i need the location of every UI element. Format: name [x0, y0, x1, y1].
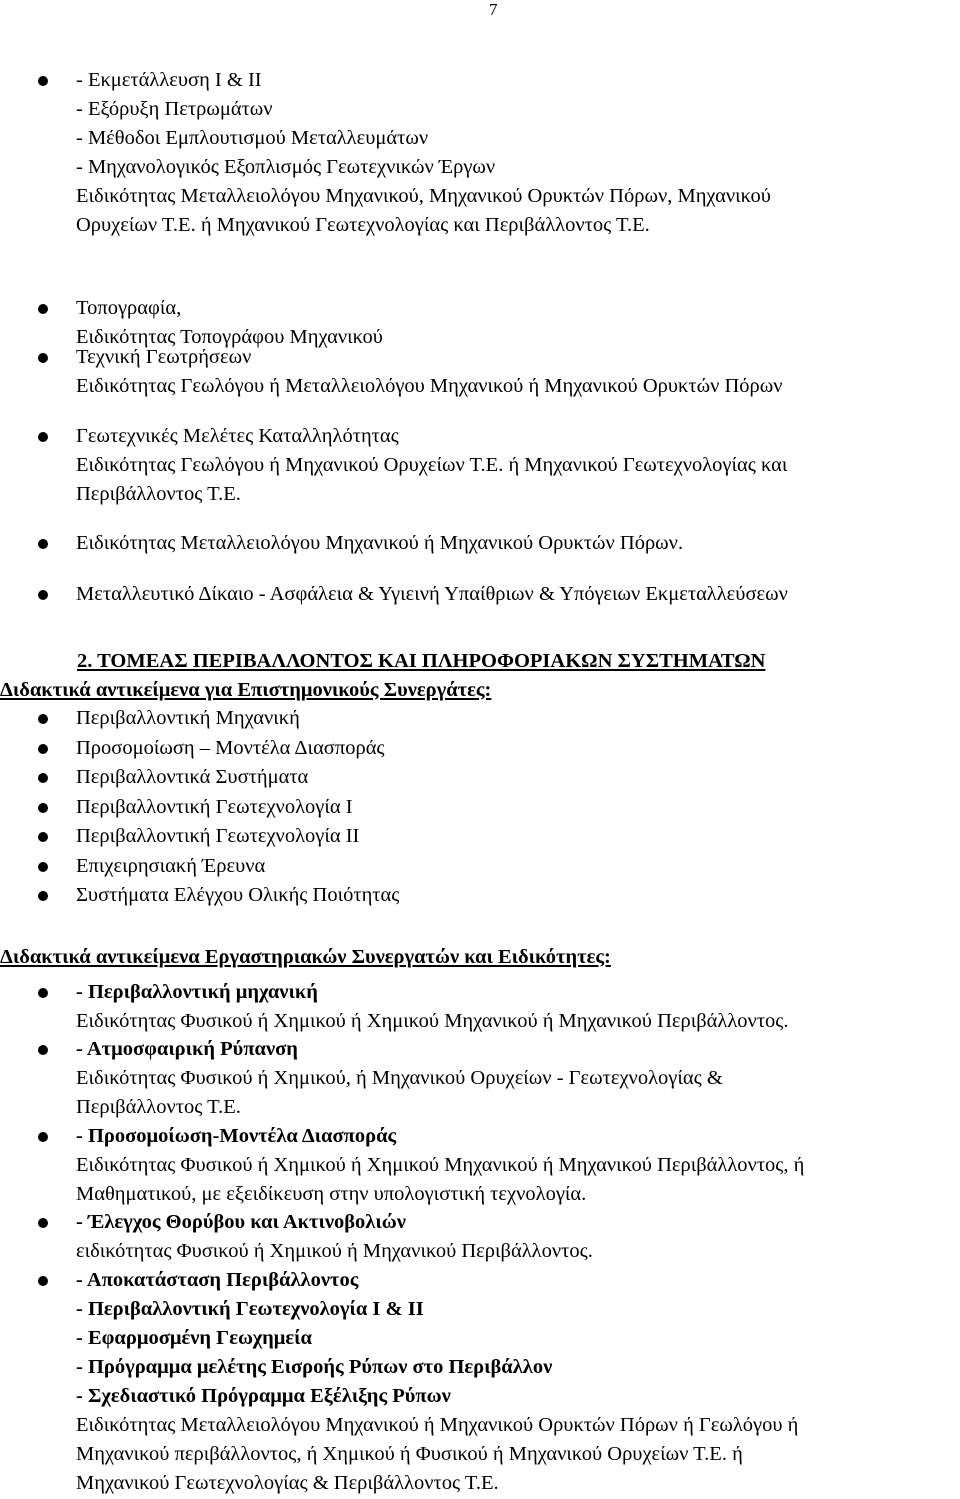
list-item-line: Ειδικότητας Γεωλόγου ή Μηχανικού Ορυχείων Τ.Ε. ή Μηχανικού Γεωτεχνολογίας και	[76, 454, 788, 476]
item-title: - Αποκατάσταση Περιβάλλοντος	[76, 1269, 359, 1291]
bullet-icon	[38, 988, 48, 998]
bullet-icon	[38, 590, 48, 600]
section-subheading: Διδακτικά αντικείμενα Εργαστηριακών Συνεργατών και Ειδικότητες:	[0, 946, 611, 968]
bullet-icon	[38, 1132, 48, 1142]
bullet-icon	[38, 744, 48, 754]
item-description: Περιβάλλοντος Τ.Ε.	[76, 1096, 241, 1118]
list-item: Επιχειρησιακή Έρευνα	[76, 854, 266, 877]
item-description: Μαθηματικού, με εξειδίκευση στην υπολογιστική τεχνολογία.	[76, 1183, 587, 1205]
item-description: Μηχανικού περιβάλλοντος, ή Χημικού ή Φυσικού ή Μηχανικού Ορυχείων Τ.Ε. ή	[76, 1443, 743, 1465]
list-item-line: - Μέθοδοι Εμπλουτισμού Μεταλλευμάτων	[76, 127, 429, 149]
bullet-icon	[38, 1218, 48, 1228]
item-title: - Σχεδιαστικό Πρόγραμμα Εξέλιξης Ρύπων	[76, 1385, 451, 1407]
page-number: 7	[489, 0, 498, 19]
list-item: Συστήματα Ελέγχου Ολικής Ποιότητας	[76, 884, 400, 906]
bullet-icon	[38, 803, 48, 813]
list-item-line: Ειδικότητας Μεταλλειολόγου Μηχανικού ή Μηχανικού Ορυκτών Πόρων.	[76, 532, 684, 554]
item-description: Ειδικότητας Φυσικού ή Χημικού ή Χημικού Μηχανικού ή Μηχανικού Περιβάλλοντος.	[76, 1010, 789, 1032]
bullet-icon	[38, 773, 48, 783]
list-item-line: - Εξόρυξη Πετρωμάτων	[76, 98, 273, 120]
list-item-line: Ειδικότητας Τοπογράφου Μηχανικού	[76, 326, 383, 348]
item-description: Ειδικότητας Φυσικού ή Χημικού ή Χημικού Μηχανικού ή Μηχανικού Περιβάλλοντος, ή	[76, 1154, 805, 1176]
bullet-icon	[38, 539, 48, 549]
list-item: Περιβαλλοντική Γεωτεχνολογία ΙΙ	[76, 825, 360, 847]
bullet-icon	[38, 304, 48, 314]
list-item-line: Ορυχείων Τ.Ε. ή Μηχανικού Γεωτεχνολογίας και Περιβάλλοντος Τ.Ε.	[76, 214, 650, 236]
list-item-line: Ειδικότητας Μεταλλειολόγου Μηχανικού, Μηχανικού Ορυκτών Πόρων, Μηχανικού	[76, 185, 771, 207]
item-description: Μηχανικού Γεωτεχνολογίας & Περιβάλλοντος Τ.Ε.	[76, 1472, 499, 1494]
item-title: - Περιβαλλοντική μηχανική	[76, 981, 318, 1003]
bullet-icon	[38, 891, 48, 901]
item-description: Ειδικότητας Φυσικού ή Χημικού, ή Μηχανικού Ορυχείων - Γεωτεχνολογίας &	[76, 1067, 723, 1089]
item-title: - Ατμοσφαιρική Ρύπανση	[76, 1038, 298, 1060]
bullet-icon	[38, 714, 48, 724]
list-item: Περιβαλλοντική Μηχανική	[76, 707, 300, 729]
list-item-line: Μεταλλευτικό Δίκαιο - Ασφάλεια & Υγιεινή Υπαίθριων & Υπόγειων Εκμεταλλεύσεων	[76, 583, 788, 605]
list-item-line: Περιβάλλοντος Τ.Ε.	[76, 483, 241, 505]
section-heading: 2. ΤΟΜΕΑΣ ΠΕΡΙΒΑΛΛΟΝΤΟΣ ΚΑΙ ΠΛΗΡΟΦΟΡΙΑΚΩΝ ΣΥΣΤΗΜΑΤΩΝ	[77, 650, 766, 672]
bullet-icon	[38, 76, 48, 86]
bullet-icon	[38, 432, 48, 442]
item-title: - Πρόγραμμα μελέτης Εισροής Ρύπων στο Περιβάλλον	[76, 1356, 553, 1378]
list-item-line: Ειδικότητας Γεωλόγου ή Μεταλλειολόγου Μηχανικού ή Μηχανικού Ορυκτών Πόρων	[76, 375, 783, 397]
list-item: Περιβαλλοντική Γεωτεχνολογία Ι	[76, 795, 353, 818]
item-description: Ειδικότητας Μεταλλειολόγου Μηχανικού ή Μηχανικού Ορυκτών Πόρων ή Γεωλόγου ή	[76, 1414, 799, 1436]
bullet-icon	[38, 862, 48, 872]
list-item: Περιβαλλοντικά Συστήματα	[76, 766, 309, 788]
list-item-line: - Μηχανολογικός Εξοπλισμός Γεωτεχνικών Έργων	[76, 156, 496, 178]
section-subheading: Διδακτικά αντικείμενα για Επιστημονικούς Συνεργάτες:	[0, 679, 492, 701]
item-title: - Περιβαλλοντική Γεωτεχνολογία Ι & ΙΙ	[76, 1298, 424, 1320]
bullet-icon	[38, 832, 48, 842]
list-item-line: Τοπογραφία,	[76, 297, 182, 319]
list-item: Προσομοίωση – Μοντέλα Διασποράς	[76, 736, 385, 759]
item-description: ειδικότητας Φυσικού ή Χημικού ή Μηχανικού Περιβάλλοντος.	[76, 1240, 593, 1262]
bullet-icon	[38, 1045, 48, 1055]
bullet-icon	[38, 1276, 48, 1286]
bullet-icon	[38, 353, 48, 363]
item-title: - Προσομοίωση-Μοντέλα Διασποράς	[76, 1125, 397, 1147]
list-item-line: Γεωτεχνικές Μελέτες Καταλληλότητας	[76, 425, 399, 447]
item-title: - Έλεγχος Θορύβου και Ακτινοβολιών	[76, 1211, 406, 1233]
list-item-line: - Εκμετάλλευση Ι & ΙΙ	[76, 69, 262, 91]
list-item-line: Τεχνική Γεωτρήσεων	[76, 346, 252, 368]
item-title: - Εφαρμοσμένη Γεωχημεία	[76, 1327, 312, 1349]
